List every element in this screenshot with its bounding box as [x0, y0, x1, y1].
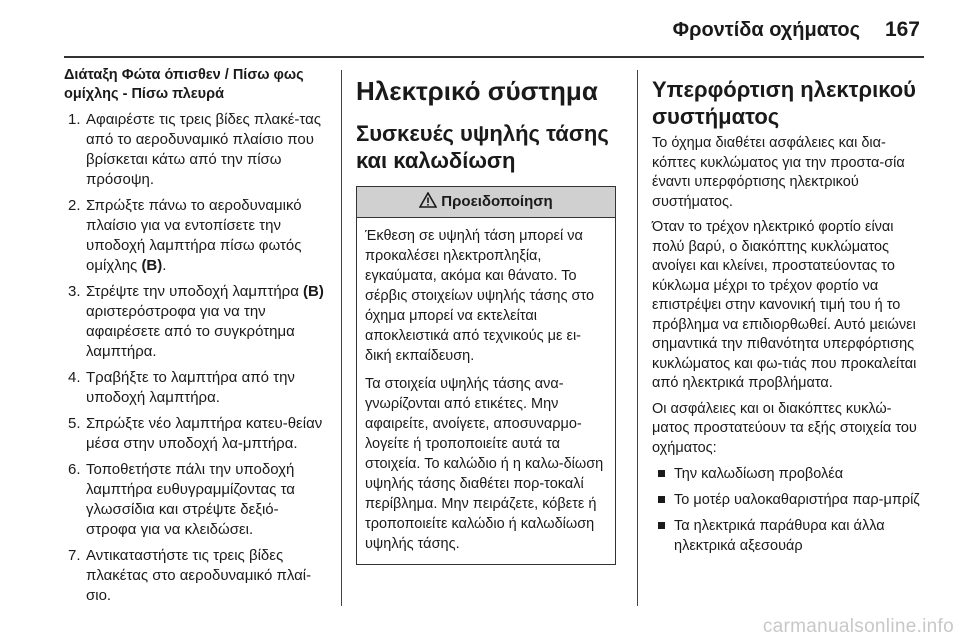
bullet-square-icon	[658, 522, 665, 529]
overload-title: Υπερφόρτιση ηλεκτρικού συστήματος	[652, 77, 916, 129]
step-item: 7. Αντικαταστήστε τις τρεις βίδες πλακέτας στο αεροδυναμικό πλαί-σιο.	[68, 547, 312, 604]
watermark: carmanualsonline.info	[762, 616, 954, 637]
warning-header	[357, 187, 615, 218]
warning-triangle-icon	[419, 192, 437, 208]
procedure-steps	[64, 110, 328, 606]
section-title: Ηλεκτρικό σύστημα	[356, 76, 598, 106]
step-item: 6. Τοποθετήστε πάλι την υποδοχή λαμπτήρα ευθυγραμμίζοντας τα γλωσσίδια και στρέψτε δεξιό-στροφα για να κλειδώσει.	[68, 461, 295, 538]
page-title: Φροντίδα οχήματος	[672, 19, 860, 41]
bullet-square-icon	[658, 470, 665, 477]
warning-paragraph: Τα στοιχεία υψηλής τάσης ανα-γνωρίζονται από ετικέτες. Μην αφαιρείτε, ανοίγετε, αποσυναρμο-λογείτε ή τροποποιείτε αυτά τα στοιχεία. Το καλώδιο ή η καλω-δίωση υψηλής τάσης διαθέτει πορ-τοκαλί περίβλημα. Μην πειράζετε, κόβετε ή τροποποιείτε καλώδιο ή καλωδίωση υψηλής τάσης.	[365, 376, 604, 552]
body-paragraph: Όταν το τρέχον ηλεκτρικό φορτίο είναι πολύ βαρύ, ο διακόπτης κυκλώματος ανοίγει και κλείνει, προστατεύοντας το κύκλωμα μέχρι το τρέχον φορτίο να επιστρέψει στην κανονική τιμή του ή το πρόβλημα να επιδιορθωθεί. Αυτό μειώνει σημαντικά την πιθανότητα υπερφόρτισης κυκλώματος και φω-τιάς που προκαλείται από ηλεκτρικά προβλήματα.	[652, 219, 917, 391]
bullet-square-icon	[658, 496, 665, 503]
left-column	[64, 66, 328, 612]
list-item: Το μοτέρ υαλοκαθαριστήρα παρ-μπρίζ	[652, 490, 928, 510]
step-item: 3. Στρέψτε την υποδοχή λαμπτήρα (B) αριστερόστροφα για να την αφαιρέσετε από το συγκρότημα λαμπτήρα.	[68, 283, 324, 360]
step-item: 4. Τραβήξτε το λαμπτήρα από την υποδοχή λαμπτήρα.	[68, 369, 295, 406]
header-divider	[64, 56, 924, 58]
right-column	[652, 66, 928, 562]
step-item: 1. Αφαιρέστε τις τρεις βίδες πλακέ-τας από το αεροδυναμικό πλαίσιο που βρίσκεται κάτω από την πίσω πρόσοψη.	[68, 111, 322, 188]
body-paragraph: Το όχημα διαθέτει ασφάλειες και δια-κόπτες κυκλώματος για την προστα-σία έναντι υπερφόρτισης ηλεκτρικού συστήματος.	[652, 135, 905, 210]
warning-title: Προειδοποίηση	[441, 193, 553, 210]
body-paragraph: Οι ασφάλειες και οι διακόπτες κυκλώ-ματος προστατεύουν τα εξής στοιχεία του οχήματος:	[652, 400, 917, 456]
warning-body	[357, 218, 615, 564]
column-divider-right	[637, 70, 638, 606]
warning-box	[356, 186, 616, 565]
list-item: Τα ηλεκτρικά παράθυρα και άλλα ηλεκτρικά αξεσουάρ	[652, 516, 928, 556]
procedure-subheading: Διάταξη Φώτα όπισθεν / Πίσω φως ομίχλης - Πίσω πλευρά	[64, 67, 304, 102]
warning-paragraph: Έκθεση σε υψηλή τάση μπορεί να προκαλέσει ηλεκτροπληξία, εγκαύματα, ακόμα και θάνατο. Το σέρβις στοιχείων υψηλής τάσης στο όχημα μπορεί να εκτελείται αποκλειστικά από τεχνικούς με ει-δική εκπαίδευση.	[365, 228, 595, 364]
subsection-title: Συσκευές υψηλής τάσης και καλωδίωση	[356, 121, 609, 173]
step-item: 5. Σπρώξτε νέο λαμπτήρα κατευ-θείαν μέσα στην υποδοχή λα-μπτήρα.	[68, 415, 323, 452]
column-divider-left	[341, 70, 342, 606]
step-item: 2. Σπρώξτε πάνω το αεροδυναμικό πλαίσιο για να εντοπίσετε την υποδοχή λαμπτήρα πίσω φωτός ομίχλης (B).	[68, 197, 302, 274]
protected-items-list	[652, 464, 928, 556]
page-header	[0, 0, 960, 56]
list-item: Την καλωδίωση προβολέα	[652, 464, 928, 484]
page-number: 167	[884, 18, 920, 41]
middle-column	[356, 66, 616, 565]
